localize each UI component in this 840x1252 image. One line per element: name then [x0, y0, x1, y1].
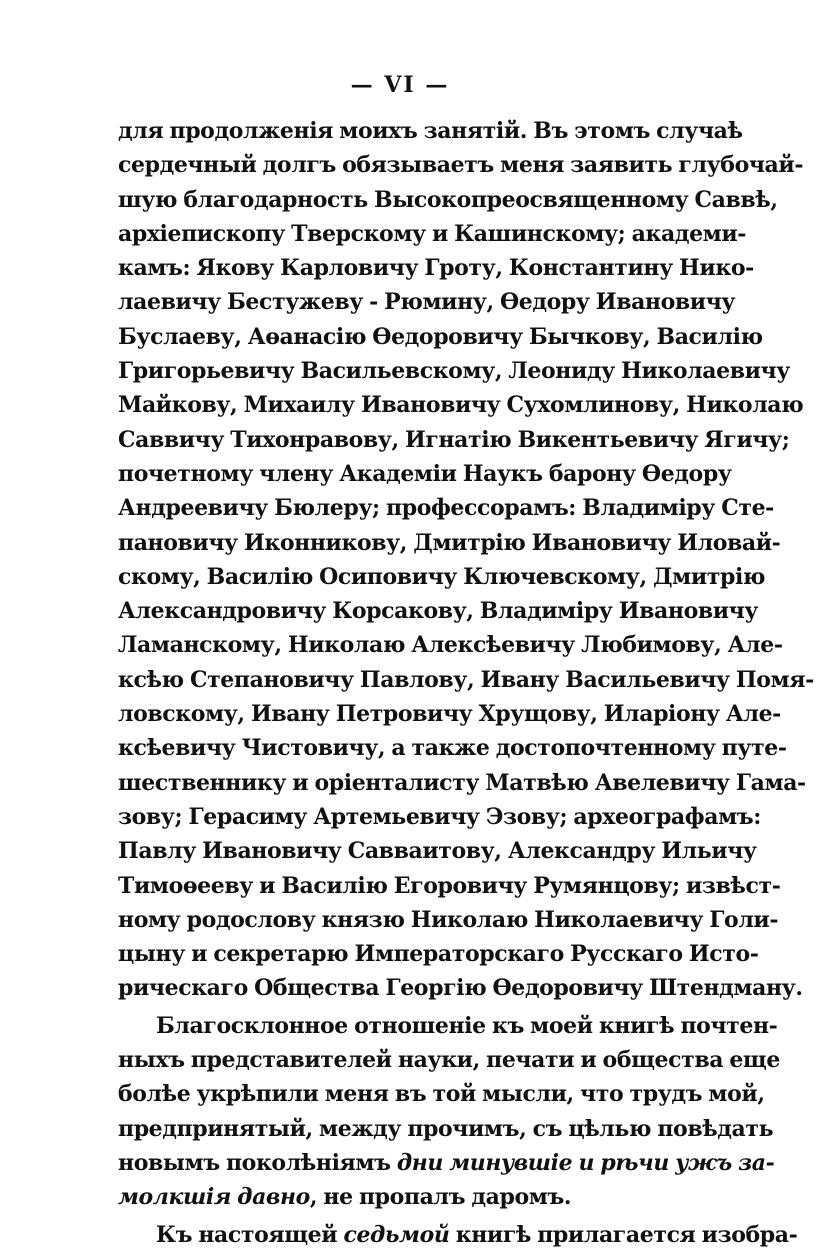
text-line: ксѣевичу Чистовичу, а также достопочтенному путе- — [118, 735, 787, 762]
text-line: Павлу Ивановичу Савваитову, Александру Ильичу — [118, 838, 757, 865]
text-line: Майкову, Михаилу Ивановичу Сухомлинову, Николаю — [118, 392, 804, 419]
text-line: шую благодарность Высокопреосвященному Саввѣ, — [118, 186, 778, 213]
text-line: ныхъ представителей науки, печати и общества еще — [118, 1047, 780, 1074]
text-line — [118, 1146, 775, 1180]
paragraph-first-line — [118, 1218, 798, 1252]
text-line: скому, Василію Осиповичу Ключевскому, Дмитрію — [118, 563, 766, 590]
text-line: камъ: Якову Карловичу Гроту, Константину Нико- — [118, 255, 754, 282]
text-line: ному родослову князю Николаю Николаевичу Голи- — [118, 906, 779, 933]
text-line: ловскому, Ивану Петровичу Хрущову, Иларіону Але- — [118, 701, 781, 728]
text-line: Григорьевичу Васильевскому, Леониду Николаевичу — [118, 358, 790, 385]
text-line: лаевичу Бестужеву - Рюмину, Өедору Ивановичу — [118, 289, 736, 316]
text-line: Александровичу Корсакову, Владиміру Ивановичу — [118, 598, 759, 625]
text-line: шественнику и оріенталисту Матвѣю Авелевичу Гама- — [118, 769, 806, 796]
text-line: Саввичу Тихонравову, Игнатію Викентьевичу Ягичу; — [118, 426, 790, 453]
text-line: болѣе укрѣпили меня въ той мысли, что трудъ мой, — [118, 1081, 765, 1108]
text-line: зову; Герасиму Артемьевичу Эзову; археографамъ: — [118, 803, 761, 830]
text-line: цыну и секретарю Императорскаго Русскаго Исто- — [118, 941, 759, 968]
text-line: Тимоөееву и Василію Егоровичу Румянцову; извѣст- — [118, 872, 781, 899]
text-line: пановичу Иконникову, Дмитрію Ивановичу Иловай- — [118, 529, 781, 556]
text-run: новымъ поколѣніямъ — [118, 1149, 397, 1176]
text-line — [118, 1180, 690, 1214]
text-run: , не пропалъ даромъ. — [309, 1184, 572, 1211]
text-line: Ламанскому, Николаю Алексѣевичу Любимову, Але- — [118, 632, 783, 659]
text-line: Буслаеву, Аөанасію Өедоровичу Бычкову, Василію — [118, 323, 763, 350]
text-run: книгѣ прилагается изобра- — [449, 1221, 798, 1248]
text-line: ксѣю Степановичу Павлову, Ивану Васильевичу Помя- — [118, 666, 814, 693]
page-number: — VI — — [350, 72, 450, 98]
body-text — [118, 114, 814, 1252]
text-run: Къ настоящей — [156, 1221, 344, 1248]
italic-quote: молкшія давно — [118, 1184, 310, 1211]
italic-word: седьмой — [343, 1221, 450, 1248]
italic-quote: дни минувшіе и рѣчи ужъ за- — [396, 1149, 775, 1176]
text-line: архіепископу Тверскому и Кашинскому; академи- — [118, 220, 747, 247]
text-line: предпринятый, между прочимъ, съ цѣлью повѣдать — [118, 1115, 774, 1142]
text-line: почетному члену Академіи Наукъ барону Өедору — [118, 460, 732, 487]
paragraph-first-line: Благосклонное отношеніе къ моей книгѣ почтен- — [156, 1012, 778, 1039]
text-line: сердечный долгъ обязываетъ меня заявить глубочай- — [118, 152, 804, 179]
text-line: для продолженія моихъ занятій. Въ этомъ случаѣ — [118, 118, 743, 144]
text-line: Андреевичу Бюлеру; профессорамъ: Владиміру Сте- — [118, 495, 774, 522]
text-line: рическаго Общества Георгію Өедоровичу Штендману. — [118, 975, 803, 1002]
